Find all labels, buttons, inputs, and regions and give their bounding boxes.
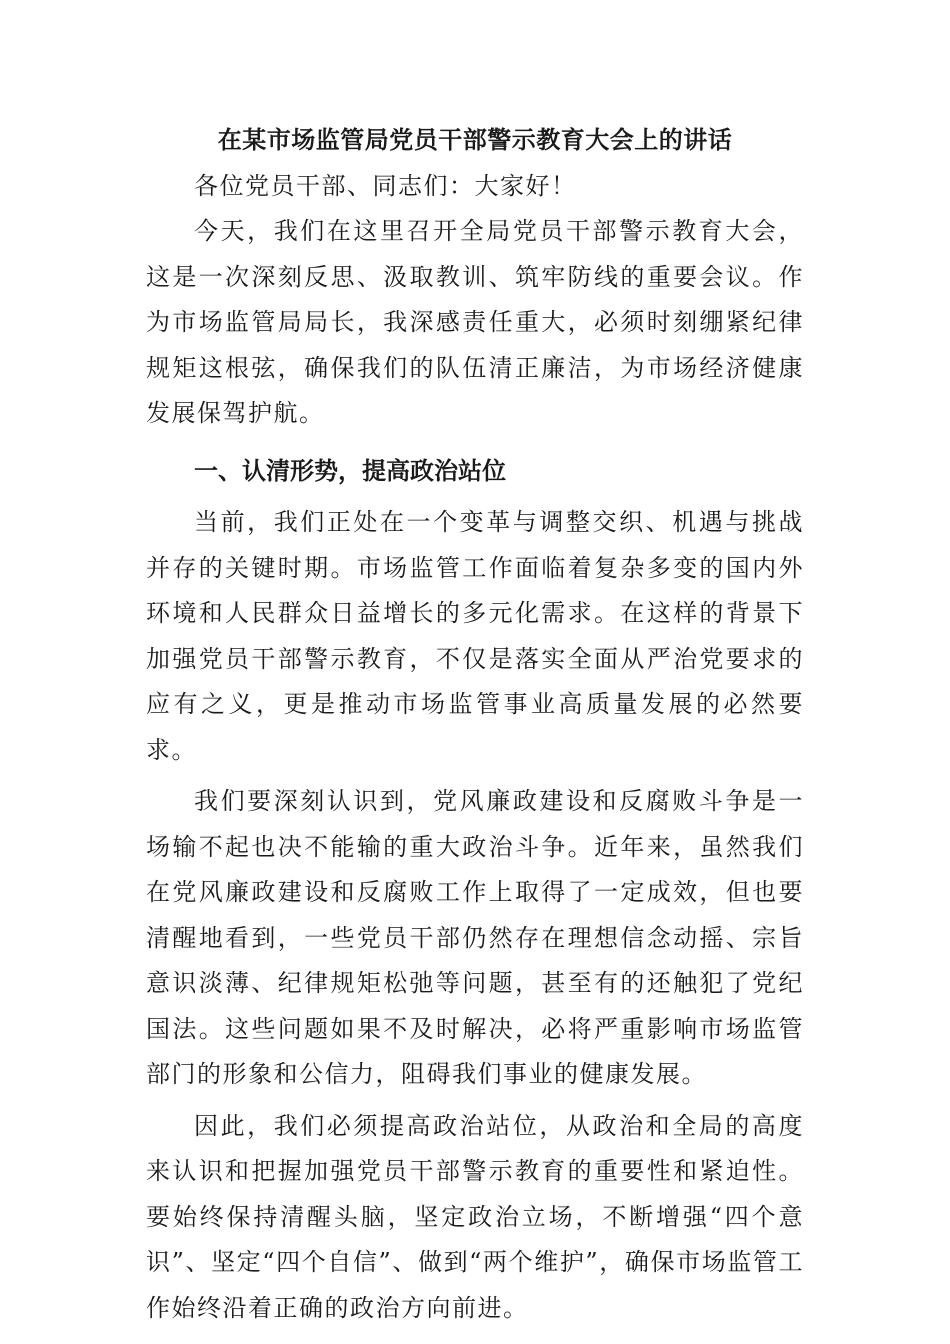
greeting: 各位党员干部、同志们：大家好！: [194, 171, 577, 200]
section-paragraph: 因此，我们必须提高政治站位，从政治和全局的高度来认识和把握加强党员干部警示教育的重要性和紧迫性。要始终保持清醒头脑，坚定政治立场，不断增强“四个意识”、坚定“四个自信”、做到“两个维护”，确保市场监管工作始终沿着正确的政治方向前进。: [146, 1111, 804, 1322]
section-paragraph: 我们要深刻认识到，党风廉政建设和反腐败斗争是一场输不起也决不能输的重大政治斗争。近年来，虽然我们在党风廉政建设和反腐败工作上取得了一定成效，但也要清醒地看到，一些党员干部仍然存在理想信念动摇、宗旨意识淡薄、纪律规矩松弛等问题，甚至有的还触犯了党纪国法。这些问题如果不及时解决，必将严重影响市场监管部门的形象和公信力，阻碍我们事业的健康发展。: [146, 787, 804, 1088]
section-paragraph: 当前，我们正处在一个变革与调整交织、机遇与挑战并存的关键时期。市场监管工作面临着复杂多变的国内外环境和人民群众日益增长的多元化需求。在这样的背景下加强党员干部警示教育，不仅是落实全面从严治党要求的应有之义，更是推动市场监管事业高质量发展的必然要求。: [146, 508, 804, 764]
document-title: 在某市场监管局党员干部警示教育大会上的讲话: [217, 126, 733, 154]
section-heading: 一、认清形势，提高政治站位: [194, 456, 506, 485]
intro-paragraph: 今天，我们在这里召开全局党员干部警示教育大会，这是一次深刻反思、汲取教训、筑牢防线的重要会议。作为市场监管局局长，我深感责任重大，必须时刻绷紧纪律规矩这根弦，确保我们的队伍清正廉洁，为市场经济健康发展保驾护航。: [146, 217, 804, 427]
document-page: [146, 118, 804, 1337]
